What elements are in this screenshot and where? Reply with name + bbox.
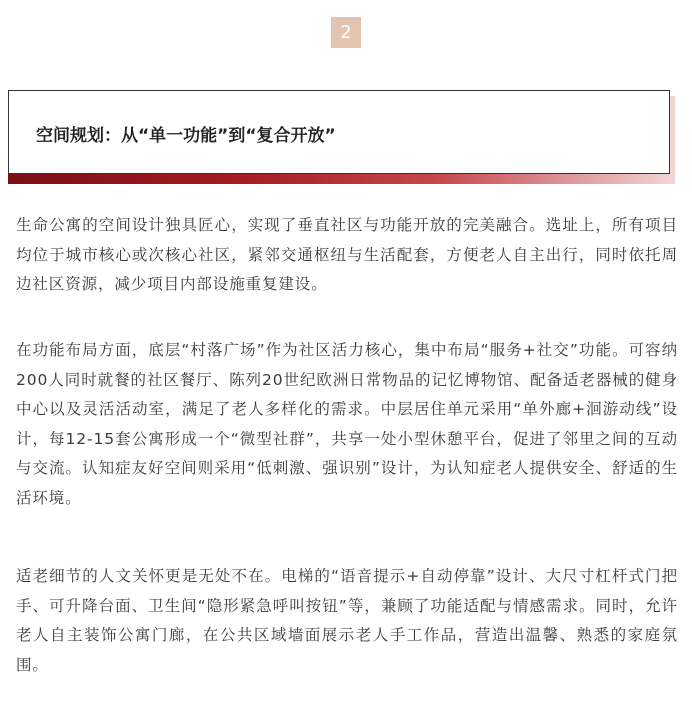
section-heading [8, 90, 675, 184]
section-number-badge: 2 [331, 17, 361, 48]
paragraph-elderly-details: 适老细节的人文关怀更是无处不在。电梯的“语音提示+自动停靠”设计、大尺寸杠杆式门把手、可升降台面、卫生间“隐形紧急呼叫按钮”等，兼顾了功能适配与情感需求。同时，允许老人自主装饰公寓门廊，在公共区域墙面展示老人手工作品，营造出温馨、熟悉的家庭氛围。 [16, 567, 678, 674]
paragraph-functional-layout: 在功能布局方面，底层“村落广场”作为社区活力核心，集中布局“服务+社交”功能。可容纳200人同时就餐的社区餐厅、陈列20世纪欧洲日常物品的记忆博物馆、配备适老器械的健身中心以及灵活活动室，满足了老人多样化的需求。中层居住单元采用“单外廊+洄游动线”设计，每12-15套公寓形成一个“微型社群”，共享一处小型休憩平台，促进了邻里之间的互动与交流。认知症友好空间则采用“低刺激、强识别”设计，为认知症老人提供安全、舒适的生活环境。 [16, 341, 678, 507]
heading-title: 空间规划：从“单一功能”到“复合开放” [36, 126, 336, 146]
paragraph-site-selection: 生命公寓的空间设计独具匠心，实现了垂直社区与功能开放的完美融合。选址上，所有项目均位于城市核心或次核心社区，紧邻交通枢纽与生活配套，方便老人自主出行，同时依托周边社区资源，减少项目内部设施重复建设。 [16, 216, 678, 293]
heading-box [8, 90, 670, 174]
